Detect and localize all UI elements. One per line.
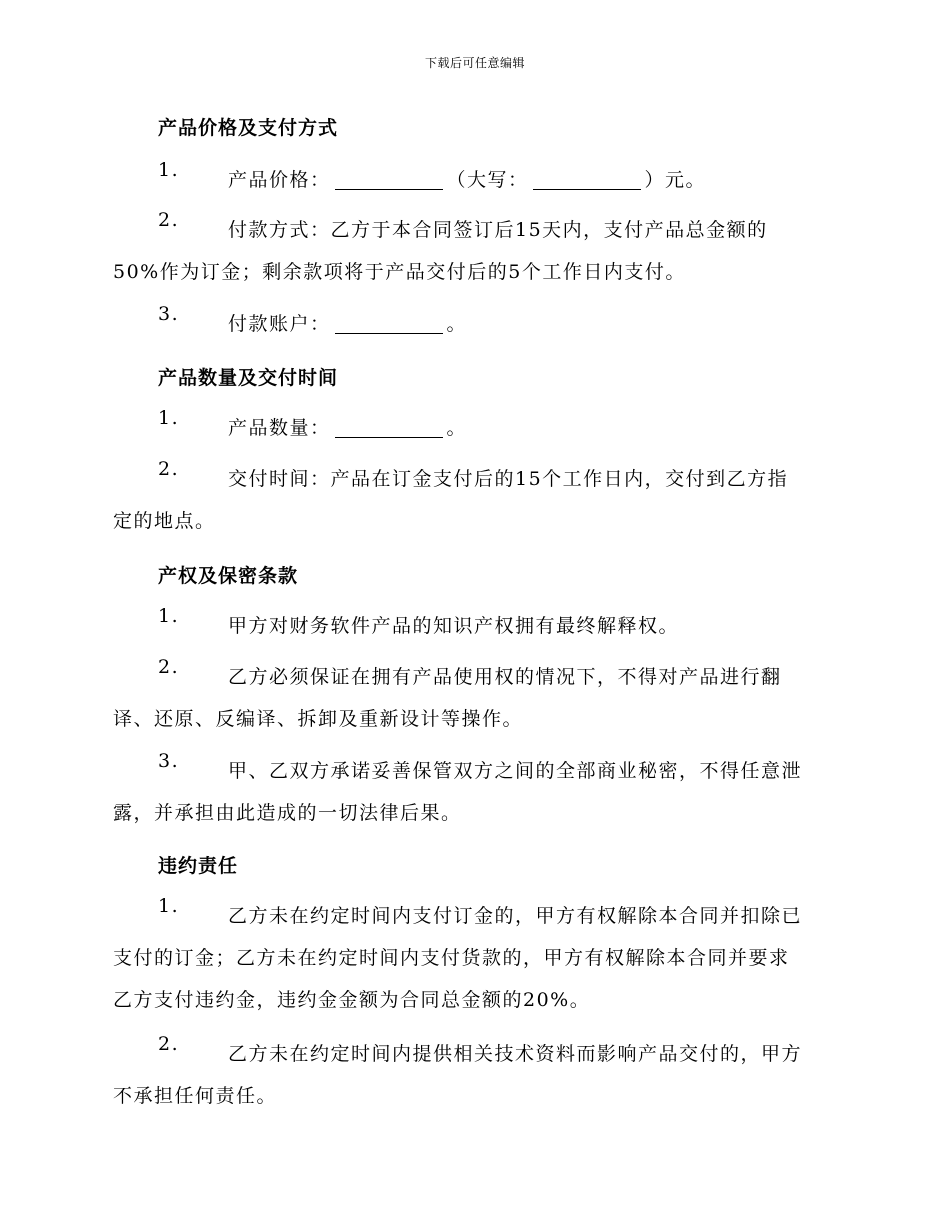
clause-text-line: 支付的订金；乙方未在约定时间内支付货款的，甲方有权解除本合同并要求 <box>113 947 790 969</box>
clause-text-line: 交付时间：产品在订金支付后的15个工作日内，交付到乙方指 <box>228 468 789 490</box>
clause-text-line: 50%作为订金；剩余款项将于产品交付后的5个工作日内支付。 <box>113 261 686 283</box>
clause-number: 2. <box>158 209 180 231</box>
clause-text-line: 译、还原、反编译、拆卸及重新设计等操作。 <box>113 708 524 730</box>
clause-payment-method <box>113 209 833 293</box>
price-uppercase-label: （大写： <box>446 169 529 191</box>
section-title-ip-confidentiality: 产权及保密条款 <box>158 565 299 587</box>
price-uppercase-blank <box>533 167 641 190</box>
clause-text-line: 付款方式：乙方于本合同签订后15天内，支付产品总金额的 <box>228 219 768 241</box>
price-blank <box>335 167 443 190</box>
clause-text-line: 乙方未在约定时间内支付订金的，甲方有权解除本合同并扣除已 <box>228 905 803 927</box>
price-unit: ）元。 <box>644 169 707 191</box>
clause-number: 3. <box>158 303 180 325</box>
clause-text-line: 不承担任何责任。 <box>113 1085 278 1107</box>
clause-delivery-time <box>113 458 833 542</box>
clause-text-line: 甲、乙双方承诺妥善保管双方之间的全部商业秘密，不得任意泄 <box>228 760 803 782</box>
account-end: 。 <box>446 313 468 335</box>
quantity-blank <box>335 415 443 438</box>
clause-product-quantity <box>113 407 833 449</box>
clause-breach-documentation <box>113 1033 833 1117</box>
account-label: 付款账户： <box>228 313 331 335</box>
price-label: 产品价格： <box>228 169 331 191</box>
section-title-breach-liability: 违约责任 <box>158 855 239 877</box>
clause-usage-restriction <box>113 656 833 740</box>
quantity-end: 。 <box>446 417 468 439</box>
clause-text-line: 乙方必须保证在拥有产品使用权的情况下，不得对产品进行翻 <box>228 666 782 688</box>
clause-payment-account <box>113 303 833 345</box>
clause-number: 1. <box>158 895 180 917</box>
clause-text-line: 乙方未在约定时间内提供相关技术资料而影响产品交付的，甲方 <box>228 1043 803 1065</box>
section-title-price-payment: 产品价格及支付方式 <box>158 117 339 139</box>
clause-number: 2. <box>158 1033 180 1055</box>
section-title-quantity-delivery: 产品数量及交付时间 <box>158 367 339 389</box>
clause-confidentiality <box>113 750 833 834</box>
clause-number: 2. <box>158 656 180 678</box>
clause-text-line: 甲方对财务软件产品的知识产权拥有最终解释权。 <box>228 615 680 637</box>
clause-text-line: 定的地点。 <box>113 510 216 532</box>
header-note: 下载后可任意编辑 <box>424 56 525 70</box>
clause-number: 1. <box>158 605 180 627</box>
clause-number: 2. <box>158 458 180 480</box>
clause-text-line: 露，并承担由此造成的一切法律后果。 <box>113 802 462 824</box>
clause-number: 1. <box>158 159 180 181</box>
quantity-label: 产品数量： <box>228 417 331 439</box>
clause-text-line: 乙方支付违约金，违约金金额为合同总金额的20%。 <box>113 989 591 1011</box>
clause-number: 3. <box>158 750 180 772</box>
clause-breach-payment <box>113 895 833 1021</box>
clause-number: 1. <box>158 407 180 429</box>
clause-product-price <box>113 159 833 201</box>
clause-ip-rights <box>113 605 833 647</box>
account-blank <box>335 311 443 334</box>
